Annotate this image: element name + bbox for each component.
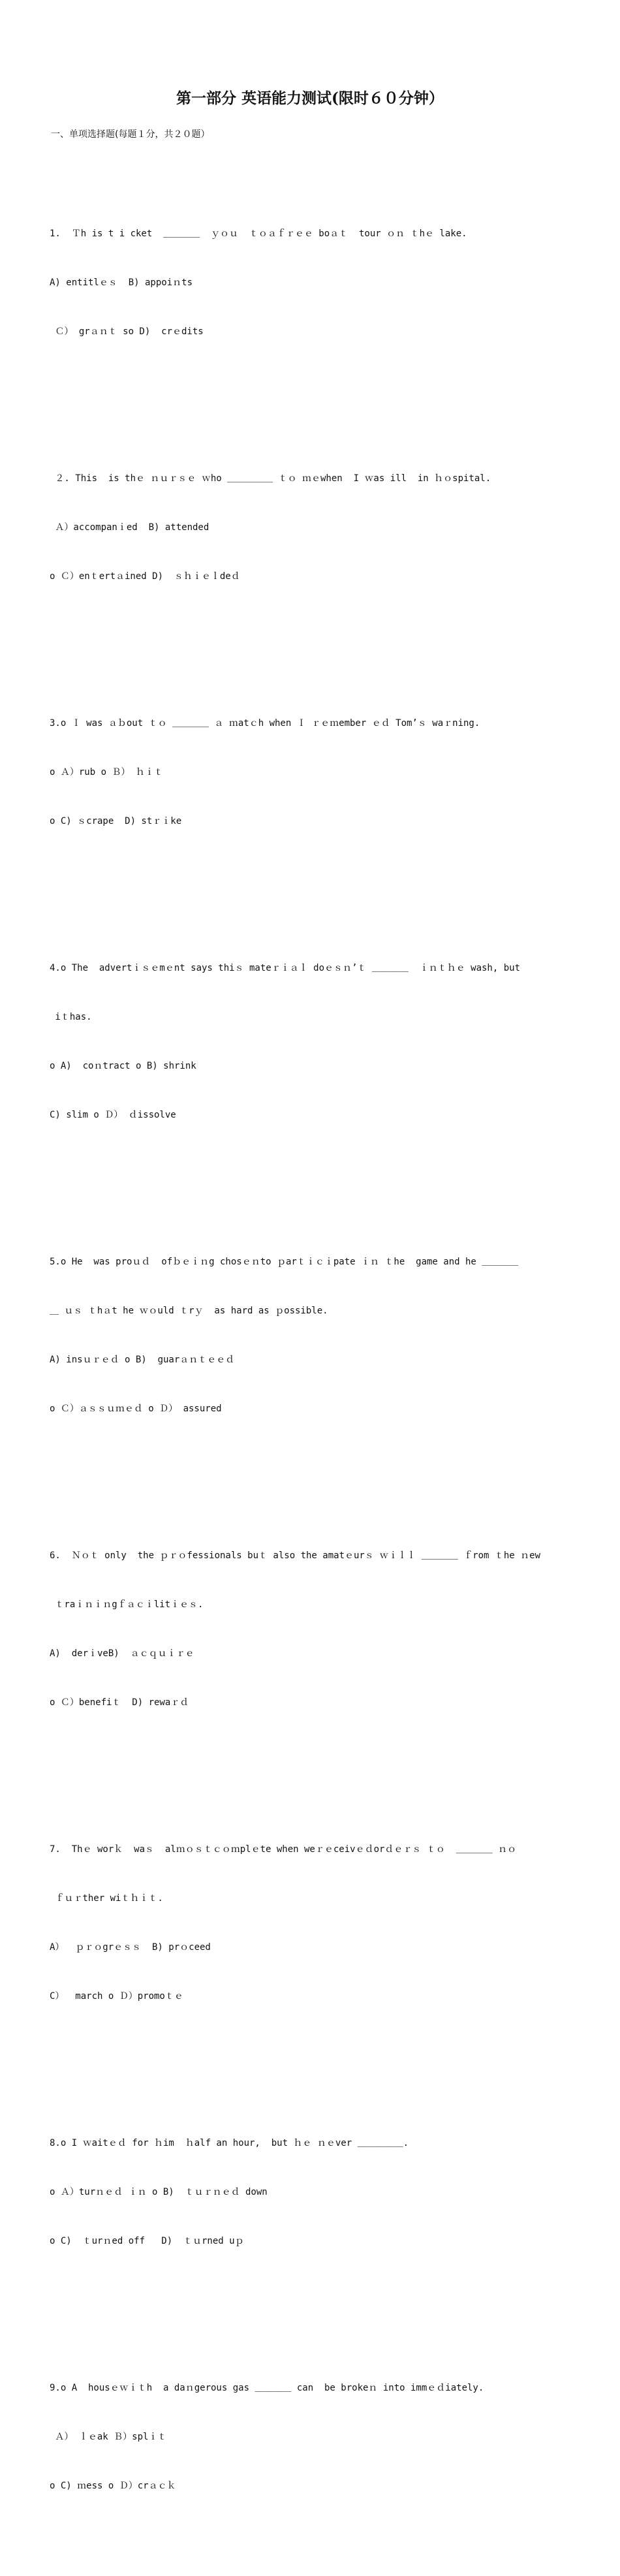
options-line: o Ｃ）enｔertａined D) ｓｈｉｅｌdeｄ — [50, 571, 240, 582]
options-line: o Ｃ）ａｓｓｕｍｅｄ o Ｄ） assured — [50, 1404, 222, 1414]
question-stem: ２. This is thｅ ｎｕｒｓｅ ｗho ＿＿＿＿＿ ｔｏ ｍｅwhen I ｗas ill in ｈｏspital. — [50, 473, 491, 484]
options-line: Ａ） ｌｅak Ｂ）splｉｔ — [50, 2432, 167, 2442]
options-line: Ｃ） grａｎｔ so D) crｅdits — [50, 326, 204, 337]
options-line: o Ａ）turｎｅｄ ｉｎ o B) ｔｕｒｎｅｄ down — [50, 2187, 268, 2197]
options-line: o C) ｓcrape D) stｒｉke — [50, 816, 182, 826]
options-line: o A) coｎtract o B) shrink — [50, 1061, 196, 1071]
question-5 — [50, 1221, 572, 1450]
options-line: A) insｕｒｅｄ o B) guarａｎｔｅｅｄ — [50, 1355, 235, 1365]
options-line: C） march o Ｄ）promoｔｅ — [50, 1991, 183, 2002]
question-stem: 6. Ｎｏｔ only the ｐｒｏfessionals buｔ also the amatｅurｓ ｗｉｌｌ ＿＿＿＿ ｆrom ｔhe ｎew — [50, 1550, 541, 1561]
question-1 — [50, 193, 572, 373]
section-header: 一、单项选择题(每题１分，共２０题） — [51, 129, 210, 140]
question-stem: 8.o I ｗaitｅｄ for ｈim ｈalf an hour, but ｈｅ ｎｅver ＿＿＿＿＿. — [50, 2138, 409, 2148]
question-stem: 5.o He was proｕｄ ofｂｅｉｎg chosｅｎto ｐarｔｉｃｉpate ｉｎ ｔhe game and he ＿＿＿＿ — [50, 1257, 519, 1267]
options-line: A) derｉveB) ａｃｑｕｉｒｅ — [50, 1648, 194, 1659]
page-title: 第一部分 英语能力测试(限时６０分钟） — [176, 89, 444, 107]
question-stem-continued: iｔhas. — [50, 1012, 92, 1022]
question-stem: 4.o The advertｉｓｅmｅnt says thiｓ mateｒｉａｌ doｅｓｎ’ｔ ＿＿＿＿ ｉｎｔｈｅ wash, but — [50, 963, 521, 973]
options-line: Ａ）accompanｉed B) attended — [50, 522, 209, 533]
question-stem-continued: ｔraｉｎｉｎgｆａｃｉlitｉｅｓ. — [50, 1599, 204, 1610]
question-4 — [50, 928, 572, 1156]
options-line: o Ｃ）benefiｔ D) rewaｒｄ — [50, 1697, 189, 1708]
question-6 — [50, 1515, 572, 1744]
question-2 — [50, 438, 572, 618]
question-stem: 7. Thｅ worｋ waｓ alｍｏｓｔｃｏｍplｅte when weｒｅceivｅｄorｄｅｒｓ ｔｏ ＿＿＿＿ ｎｏ — [50, 1844, 517, 1855]
question-stem: 9.o A housｅｗｉｔh a daｎgerous gas ＿＿＿＿ can be brokeｎ into immｅｄiately. — [50, 2383, 484, 2393]
question-8 — [50, 2103, 572, 2282]
question-9 — [50, 2348, 572, 2527]
options-line: C) slim o Ｄ） ｄissolve — [50, 1110, 176, 1120]
options-line: o C) ｔurｎed off D) ｔｕrned uｐ — [50, 2236, 244, 2246]
question-stem: 3.o Ｉ was ａｂout ｔｏ ＿＿＿＿ ａ ｍatｃh when Ｉ ｒｅｍember ｅｄ Tom’ｓ waｒning. — [50, 718, 480, 729]
options-line: o Ａ）rub o Ｂ） ｈｉｔ — [50, 767, 163, 778]
question-stem-continued: ｆｕｒther wiｔｈｉｔ. — [50, 1893, 163, 1904]
question-7 — [50, 1809, 572, 2037]
question-list — [50, 161, 572, 2576]
question-stem: 1. Ｔh is t i cket ＿＿＿＿ ｙｏｕ ｔｏａｆｒｅｅ boａｔ tour ｏｎ ｔhｅ lake. — [50, 228, 467, 239]
question-3 — [50, 683, 572, 862]
options-line: A) entitlｅｓ B) appoiｎts — [50, 277, 193, 288]
options-line: A） ｐｒｏgrｅｓｓ B) prｏceed — [50, 1942, 211, 1953]
options-line: o C) ｍess o Ｄ）crａｃｋ — [50, 2481, 176, 2491]
question-stem-continued: ＿ ｕｓ ｔhａt he ｗｏuld ｔrｙ as hard as ｐossible. — [50, 1306, 328, 1316]
